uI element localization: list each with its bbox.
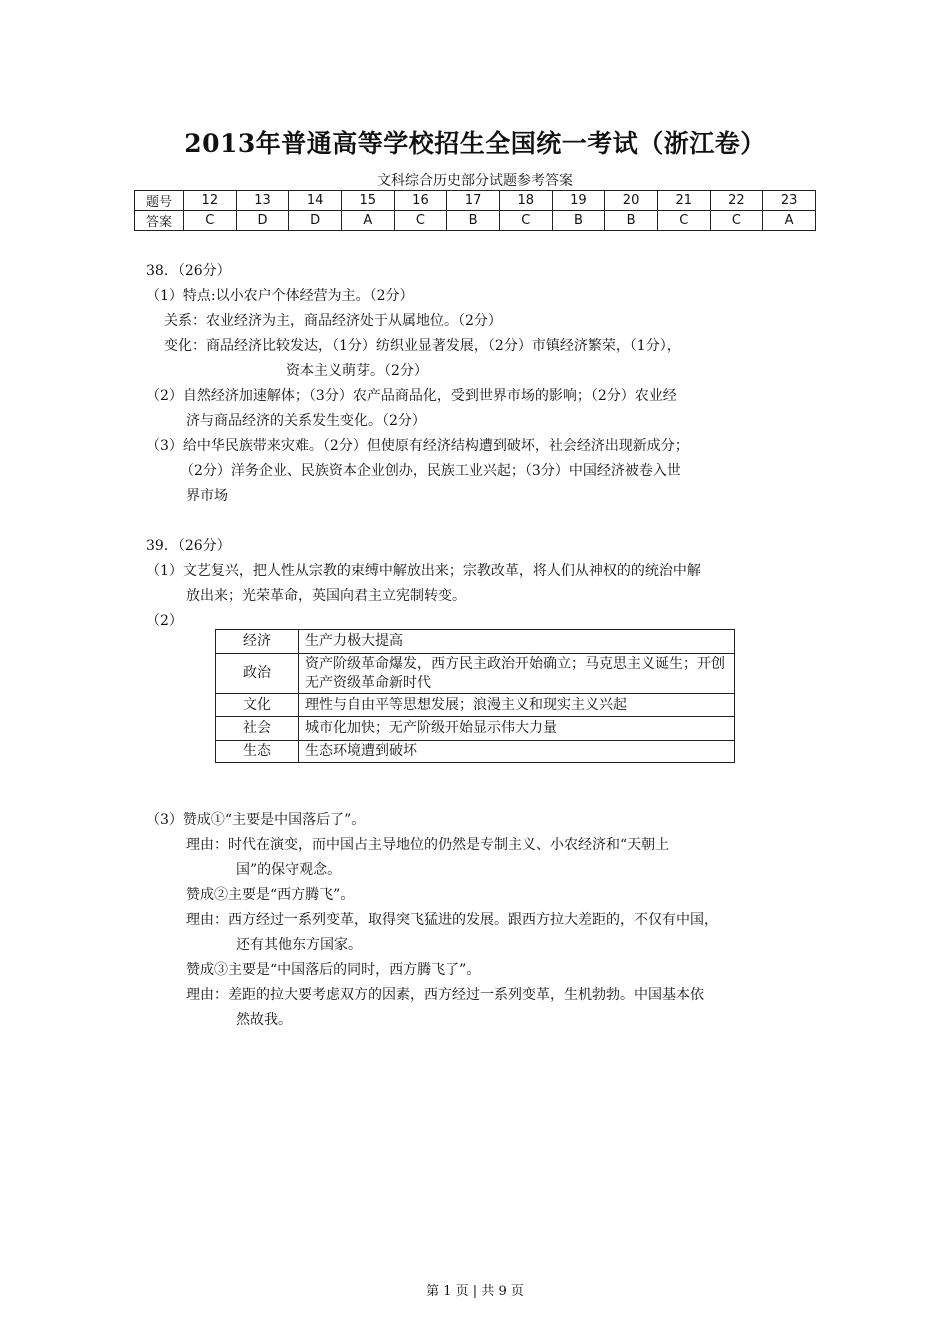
q39-part1-line: 放出来；光荣革命，英国向君主立宪制转变。	[186, 588, 466, 604]
table-row	[135, 211, 816, 231]
content-cell: 理性与自由平等思想发展；浪漫主义和现实主义兴起	[299, 694, 735, 717]
q39-part2-label: （2）	[146, 613, 183, 629]
comparison-table	[215, 629, 735, 763]
question-number: 12	[184, 191, 237, 211]
answer-cell: B	[447, 211, 500, 231]
content-cell: 城市化加快；无产阶级开始显示伟大力量	[299, 717, 735, 741]
answer-key-table	[134, 190, 816, 231]
q39-part3-line: 理由：时代在演变，而中国占主导地位的仍然是专制主义、小农经济和“天朝上	[186, 837, 670, 853]
row-label-question: 题号	[135, 191, 184, 211]
page-subtitle: 文科综合历史部分试题参考答案	[377, 173, 573, 189]
answer-cell: C	[710, 211, 763, 231]
q38-part2-line: （2）自然经济加速解体；（3分）农产品商品化，受到世界市场的影响；（2分）农业经	[146, 388, 677, 404]
content-cell: 生态环境遭到破坏	[299, 741, 735, 763]
aspect-cell: 社会	[216, 717, 299, 741]
table-row	[216, 717, 735, 741]
answer-cell: D	[236, 211, 289, 231]
question-number: 14	[289, 191, 342, 211]
content-cell: 资产阶级革命爆发，西方民主政治开始确立；马克思主义诞生；开创无产资级革命新时代	[299, 654, 735, 694]
q39-part3-line: 赞成③主要是“中国落后的同时，西方腾飞了”。	[186, 962, 481, 978]
table-row	[216, 694, 735, 717]
q38-heading: 38．（26分）	[146, 263, 231, 279]
answer-cell: D	[289, 211, 342, 231]
question-number: 22	[710, 191, 763, 211]
answer-cell: A	[341, 211, 394, 231]
answer-cell: C	[184, 211, 237, 231]
q38-part3-line: （3）给中华民族带来灾难。（2分）但使原有经济结构遭到破坏，社会经济出现新成分；	[146, 438, 689, 454]
q38-part2-line: 济与商品经济的关系发生变化。（2分）	[186, 413, 426, 429]
q38-part1-line: 变化：商品经济比较发达，（1分）纺织业显著发展，（2分）市镇经济繁荣，（1分），	[164, 338, 681, 354]
q38-part1-line: 关系：农业经济为主，商品经济处于从属地位。（2分）	[164, 313, 502, 329]
question-number: 13	[236, 191, 289, 211]
q39-part3-line: 然故我。	[236, 1012, 292, 1028]
answer-cell: C	[394, 211, 447, 231]
aspect-cell: 生态	[216, 741, 299, 763]
q39-part3-line: 理由：西方经过一系列变革，取得突飞猛进的发展。跟西方拉大差距的，不仅有中国，	[186, 912, 718, 928]
question-number: 21	[657, 191, 710, 211]
table-row	[135, 191, 816, 211]
question-number: 17	[447, 191, 500, 211]
question-number: 18	[499, 191, 552, 211]
answer-cell: C	[499, 211, 552, 231]
page-footer: 第 1 页 | 共 9 页	[426, 1284, 524, 1299]
q39-part3-line: 赞成②主要是“西方腾飞”。	[186, 887, 355, 903]
row-label-answer: 答案	[135, 211, 184, 231]
table-row	[216, 741, 735, 763]
page-title: 2013年普通高等学校招生全国统一考试（浙江卷）	[184, 129, 766, 158]
question-number: 16	[394, 191, 447, 211]
question-number: 19	[552, 191, 605, 211]
q39-part3-line: 理由：差距的拉大要考虑双方的因素，西方经过一系列变革，生机勃勃。中国基本依	[186, 987, 704, 1003]
aspect-cell: 文化	[216, 694, 299, 717]
question-number: 23	[763, 191, 816, 211]
q38-part3-line: （2分）洋务企业、民族资本企业创办，民族工业兴起；（3分）中国经济被卷入世	[180, 463, 681, 479]
q38-part3-line: 界市场	[186, 488, 228, 504]
table-row	[216, 654, 735, 694]
answer-cell: C	[657, 211, 710, 231]
question-number: 15	[341, 191, 394, 211]
answer-cell: B	[605, 211, 658, 231]
aspect-cell: 经济	[216, 630, 299, 654]
q39-part3-line: 还有其他东方国家。	[236, 937, 362, 953]
question-number: 20	[605, 191, 658, 211]
q39-part3-line: 国”的保守观念。	[236, 862, 342, 878]
answer-cell: A	[763, 211, 816, 231]
table-row	[216, 630, 735, 654]
aspect-cell: 政治	[216, 654, 299, 694]
content-cell: 生产力极大提高	[299, 630, 735, 654]
q39-part3-line: （3）赞成①“主要是中国落后了”。	[146, 812, 366, 828]
q39-heading: 39．（26分）	[146, 538, 231, 554]
q38-part1-line: 资本主义萌芽。（2分）	[286, 363, 428, 379]
q38-part1-line: （1）特点:以小农户个体经营为主。（2分）	[146, 288, 414, 304]
answer-cell: B	[552, 211, 605, 231]
q39-part1-line: （1）文艺复兴，把人性从宗教的束缚中解放出来；宗教改革，将人们从神权的的统治中解	[146, 563, 701, 579]
